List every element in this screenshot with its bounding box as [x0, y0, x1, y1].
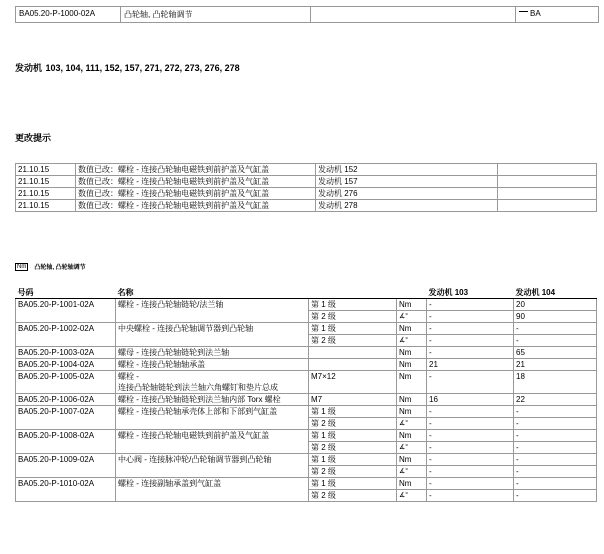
row-value-103: - — [427, 299, 514, 311]
row-stage: 第 1 级 — [309, 299, 397, 311]
change-engine: 发动机 278 — [316, 200, 498, 212]
col-header-engine-103: 发动机 103 — [427, 287, 514, 299]
row-name — [116, 347, 309, 359]
row-unit: Nm — [397, 430, 427, 442]
row-name — [116, 299, 309, 323]
table-row — [16, 164, 597, 176]
row-name — [116, 359, 309, 371]
row-unit: Nm — [397, 347, 427, 359]
row-value-103: - — [427, 335, 514, 347]
row-value-104: 90 — [514, 311, 597, 323]
row-code: BA05.20-P-1001-02A — [16, 299, 116, 323]
row-unit: Nm — [397, 371, 427, 394]
row-stage: 第 1 级 — [309, 454, 397, 466]
row-unit: ∡° — [397, 490, 427, 502]
row-stage: 第 2 级 — [309, 418, 397, 430]
changes-title: 更改提示 — [15, 133, 52, 143]
row-value-103: - — [427, 323, 514, 335]
change-engine: 发动机 152 — [316, 164, 498, 176]
row-code: BA05.20-P-1008-02A — [16, 430, 116, 454]
change-engine: 发动机 276 — [316, 188, 498, 200]
row-name-text: 中央螺栓 - 连接凸轮轴调节器到凸轮轴 — [118, 324, 254, 333]
row-stage — [309, 359, 397, 371]
row-stage: M7×12 — [309, 371, 397, 394]
row-value-103: - — [427, 454, 514, 466]
row-unit: Nm — [397, 406, 427, 418]
row-stage: 第 1 级 — [309, 478, 397, 490]
row-code: BA05.20-P-1007-02A — [16, 406, 116, 430]
wrench-icon — [519, 11, 528, 17]
torque-table — [15, 287, 597, 502]
row-name — [116, 371, 309, 394]
engine-values: 103, 104, 111, 152, 157, 271, 272, 273, 276, 278 — [45, 63, 240, 73]
table-row — [16, 200, 597, 212]
engine-list — [15, 62, 240, 75]
row-value-103: - — [427, 406, 514, 418]
change-engine: 发动机 157 — [316, 176, 498, 188]
row-stage: 第 1 级 — [309, 430, 397, 442]
col-header-name: 名称 — [116, 287, 309, 299]
table-row — [16, 371, 597, 394]
header-title: 凸轮轴, 凸轮轴调节 — [121, 7, 311, 22]
row-value-103: - — [427, 490, 514, 502]
row-stage: 第 1 级 — [309, 406, 397, 418]
row-value-103: - — [427, 478, 514, 490]
row-unit: ∡° — [397, 335, 427, 347]
row-value-104: - — [514, 323, 597, 335]
row-unit: Nm — [397, 478, 427, 490]
row-unit: Nm — [397, 299, 427, 311]
col-header-unit — [397, 287, 427, 299]
row-value-103: - — [427, 442, 514, 454]
row-value-104: - — [514, 430, 597, 442]
table-row — [16, 394, 597, 406]
row-name-text: 螺栓 - 连接凸轮轴链轮/法兰轴 — [118, 300, 224, 309]
row-value-103: 21 — [427, 359, 514, 371]
engine-label: 发动机 — [15, 63, 43, 73]
row-stage: 第 2 级 — [309, 442, 397, 454]
row-value-104: - — [514, 454, 597, 466]
table-row — [16, 478, 597, 490]
row-code: BA05.20-P-1010-02A — [16, 478, 116, 502]
row-code: BA05.20-P-1006-02A — [16, 394, 116, 406]
row-name — [116, 478, 309, 502]
table-row — [16, 359, 597, 371]
change-date: 21.10.15 — [16, 188, 76, 200]
row-stage: 第 2 级 — [309, 335, 397, 347]
row-value-103: - — [427, 418, 514, 430]
change-description: 数值已改：螺栓 - 连接凸轮轴电磁铁到前护盖及气缸盖 — [76, 200, 316, 212]
header-ba-label: BA — [530, 9, 541, 18]
change-empty — [498, 164, 597, 176]
col-header-stage — [309, 287, 397, 299]
table-header-row — [16, 287, 597, 299]
row-stage: 第 2 级 — [309, 311, 397, 323]
change-empty — [498, 200, 597, 212]
row-name-text: 螺栓 - 连接凸轮轴电磁铁到前护盖及气缸盖 — [118, 431, 270, 440]
row-name-text: 中心阀 - 连接脉冲轮/凸轮轴调节器到凸轮轴 — [118, 455, 272, 464]
row-value-104: - — [514, 478, 597, 490]
row-unit: Nm — [397, 454, 427, 466]
table-row — [16, 299, 597, 311]
row-stage: M7 — [309, 394, 397, 406]
row-unit: ∡° — [397, 311, 427, 323]
row-stage: 第 2 级 — [309, 466, 397, 478]
row-name — [116, 454, 309, 478]
row-name — [116, 323, 309, 347]
change-description: 数值已改：螺栓 - 连接凸轮轴电磁铁到前护盖及气缸盖 — [76, 164, 316, 176]
row-name — [116, 394, 309, 406]
table-row — [16, 406, 597, 418]
row-code: BA05.20-P-1002-02A — [16, 323, 116, 347]
table-row — [16, 430, 597, 442]
nm-icon: Nm — [17, 263, 27, 270]
row-name-text-2: 连接凸轮轴链轮到法兰轴六角螺钉和垫片总成 — [118, 383, 278, 392]
row-name — [116, 406, 309, 430]
change-description: 数值已改：螺栓 - 连接凸轮轴电磁铁到前护盖及气缸盖 — [76, 188, 316, 200]
row-name — [116, 430, 309, 454]
table-row — [16, 323, 597, 335]
table-row — [16, 188, 597, 200]
document-header — [15, 6, 599, 23]
row-name-text: 螺栓 - 连接副轴承盖到气缸盖 — [118, 479, 222, 488]
change-description: 数值已改：螺栓 - 连接凸轮轴电磁铁到前护盖及气缸盖 — [76, 176, 316, 188]
table-row — [16, 176, 597, 188]
change-date: 21.10.15 — [16, 176, 76, 188]
row-value-103: - — [427, 430, 514, 442]
row-value-104: 20 — [514, 299, 597, 311]
row-value-103: - — [427, 311, 514, 323]
table-row — [16, 347, 597, 359]
change-date: 21.10.15 — [16, 200, 76, 212]
row-name-text: 螺栓 - — [118, 372, 139, 381]
row-unit: ∡° — [397, 418, 427, 430]
change-empty — [498, 176, 597, 188]
col-header-engine-104: 发动机 104 — [514, 287, 597, 299]
row-value-104: - — [514, 406, 597, 418]
row-value-104: - — [514, 490, 597, 502]
row-value-103: - — [427, 371, 514, 394]
row-value-104: 18 — [514, 371, 597, 394]
row-unit: ∡° — [397, 442, 427, 454]
section-heading — [15, 262, 86, 271]
row-name-text: 螺栓 - 连接凸轮轴承壳体上部和下部到气缸盖 — [118, 407, 278, 416]
row-unit: Nm — [397, 359, 427, 371]
row-name-text: 螺母 - 连接凸轮轴链轮到法兰轴 — [118, 348, 230, 357]
row-unit: ∡° — [397, 466, 427, 478]
row-value-104: 65 — [514, 347, 597, 359]
row-value-104: 21 — [514, 359, 597, 371]
table-row — [16, 454, 597, 466]
row-value-104: - — [514, 466, 597, 478]
row-unit: Nm — [397, 394, 427, 406]
header-code: BA05.20-P-1000-02A — [16, 7, 121, 22]
row-code: BA05.20-P-1005-02A — [16, 371, 116, 394]
change-date: 21.10.15 — [16, 164, 76, 176]
row-stage — [309, 347, 397, 359]
row-stage: 第 1 级 — [309, 323, 397, 335]
row-unit: Nm — [397, 323, 427, 335]
row-stage: 第 2 级 — [309, 490, 397, 502]
row-name-text: 螺栓 - 连接凸轮轴链轮到法兰轴内部 Torx 螺栓 — [118, 395, 281, 404]
header-empty-cell — [311, 7, 516, 22]
row-code: BA05.20-P-1004-02A — [16, 359, 116, 371]
change-empty — [498, 188, 597, 200]
changes-table — [15, 163, 597, 212]
row-value-104: - — [514, 418, 597, 430]
header-ba — [516, 7, 598, 22]
row-value-104: - — [514, 335, 597, 347]
row-value-104: - — [514, 442, 597, 454]
row-code: BA05.20-P-1003-02A — [16, 347, 116, 359]
row-code: BA05.20-P-1009-02A — [16, 454, 116, 478]
col-header-code: 号码 — [16, 287, 116, 299]
row-value-103: - — [427, 466, 514, 478]
row-value-103: - — [427, 347, 514, 359]
section-title: 凸轮轴, 凸轮轴调节 — [34, 265, 86, 271]
row-value-104: 22 — [514, 394, 597, 406]
row-name-text: 螺栓 - 连接凸轮轴轴承盖 — [118, 360, 206, 369]
row-value-103: 16 — [427, 394, 514, 406]
